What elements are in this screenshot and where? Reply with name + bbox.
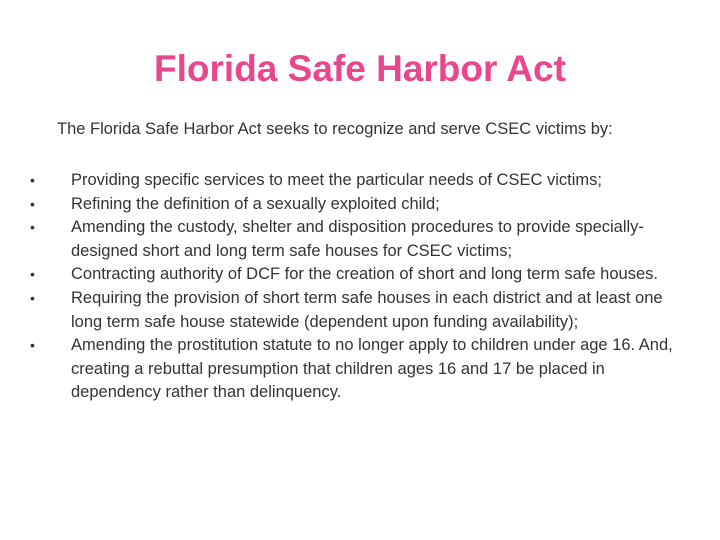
bullet-text: Contracting authority of DCF for the creation of short and long term safe houses. — [71, 265, 658, 284]
bullet-icon: • — [30, 172, 35, 188]
bullet-list — [0, 169, 681, 405]
bullet-item — [0, 169, 681, 193]
bullet-item — [0, 263, 681, 287]
bullet-item — [0, 193, 681, 217]
bullet-item — [0, 287, 681, 334]
slide-title: Florida Safe Harbor Act — [154, 48, 566, 89]
bullet-text: Amending the prostitution statute to no longer apply to children under age 16. And, creating a rebuttal presumption that children ages 16 and 17 be placed in dependency rather than delinquency. — [71, 336, 673, 402]
bullet-item — [0, 216, 681, 263]
bullet-icon: • — [30, 289, 35, 306]
bullet-text: Providing specific services to meet the particular needs of CSEC victims; — [71, 171, 602, 189]
bullet-text: Refining the definition of a sexually exploited child; — [71, 194, 440, 213]
bullet-icon: • — [30, 219, 35, 236]
bullet-text: Requiring the provision of short term safe houses in each district and at least one long term safe house statewide (dependent upon funding availability); — [71, 288, 663, 331]
intro-text: The Florida Safe Harbor Act seeks to recognize and serve CSEC victims by: — [57, 120, 613, 138]
bullet-item — [0, 334, 681, 405]
bullet-icon: • — [30, 337, 35, 354]
bullet-icon: • — [30, 195, 35, 212]
bullet-icon: • — [30, 266, 35, 283]
bullet-text: Amending the custody, shelter and disposition procedures to provide specially-designed short and long term safe houses for CSEC victims; — [71, 218, 644, 260]
